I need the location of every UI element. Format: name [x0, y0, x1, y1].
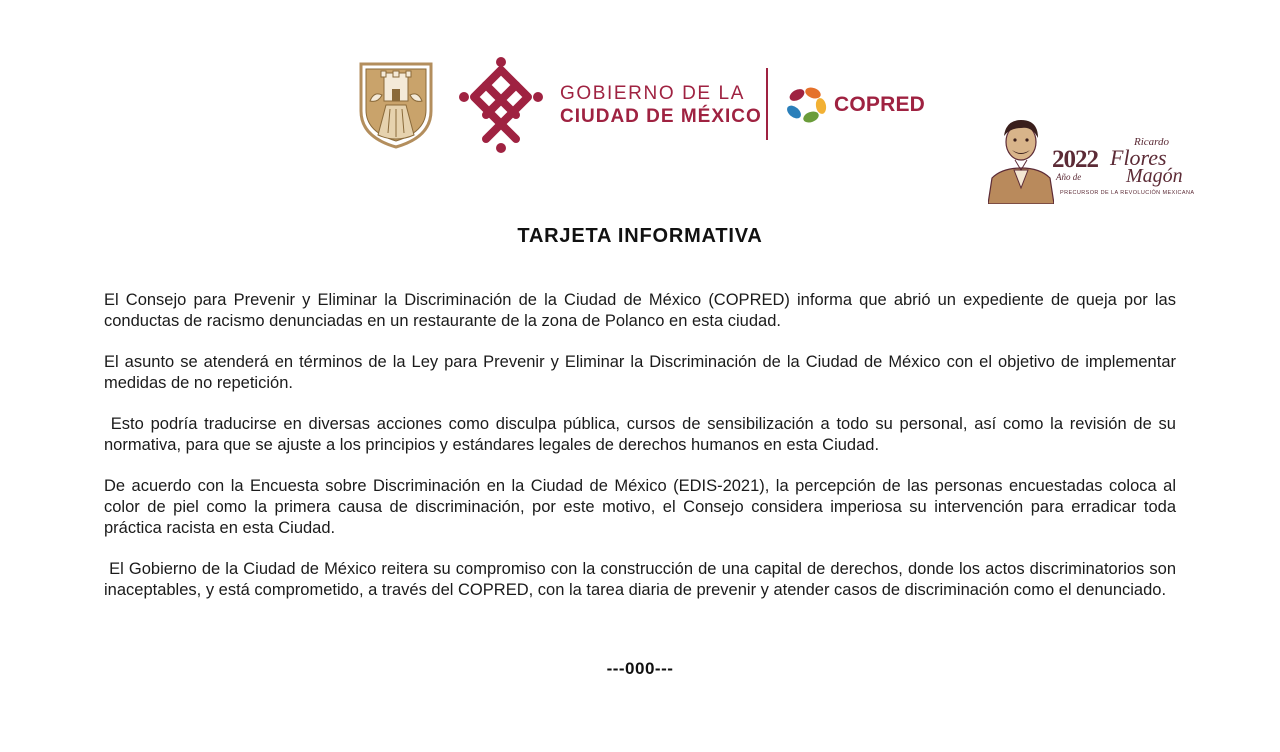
paragraph: De acuerdo con la Encuesta sobre Discriminación en la Ciudad de México (EDIS-2021), la percepción de las personas encuestadas coloca al color de piel como la primera causa de discriminación, por este motivo, el Consejo considera imperiosa su intervención para erradicar toda práctica racista en esta Ciudad.: [104, 477, 1176, 537]
letterhead: [0, 0, 1280, 210]
year-name-first: Ricardo: [1134, 136, 1170, 148]
year-number: 2022: [1052, 146, 1098, 173]
logo-divider: [766, 68, 768, 140]
closing-mark: ---000---: [606, 659, 674, 678]
paragraph: Esto podría traducirse en diversas acciones como disculpa pública, cursos de sensibilización a todo su personal, así como la revisión de su normativa, para que se ajuste a los principios y estándares legales de derechos humanos en esta Ciudad.: [104, 415, 1181, 454]
government-wordmark: [560, 82, 762, 128]
copred-wordmark: COPRED: [834, 93, 926, 116]
paragraph: El Gobierno de la Ciudad de México reitera su compromiso con la construcción de una capital de derechos, donde los actos discriminatorios son inaceptables, y está comprometido, a través del COPRED, con la tarea diaria de prevenir y atender casos de discriminación como el denunciado.: [104, 560, 1181, 599]
gov-line-1: GOBIERNO DE LA: [560, 83, 745, 104]
ricardo-flores-magon-portrait-icon: [988, 116, 1054, 204]
year-badge: [1052, 136, 1195, 202]
cdmx-coat-of-arms-icon: [358, 61, 434, 149]
copred-logo-icon: [784, 84, 830, 124]
year-ano-de: Año de: [1056, 172, 1082, 182]
paragraph: El asunto se atenderá en términos de la Ley para Prevenir y Eliminar la Discriminación de la Ciudad de México con el objetivo de implementar medidas de no repetición.: [104, 353, 1176, 392]
year-name-second: Flores: [1110, 145, 1167, 170]
document-body: [104, 290, 1181, 621]
gov-line-2: CIUDAD DE MÉXICO: [560, 106, 762, 127]
cdmx-logo-icon: [456, 56, 546, 154]
year-name-third: Magón: [1126, 165, 1183, 187]
document-title: TARJETA INFORMATIVA: [517, 225, 763, 247]
year-subtitle: PRECURSOR DE LA REVOLUCIÓN MEXICANA: [1060, 190, 1195, 196]
paragraph: El Consejo para Prevenir y Eliminar la Discriminación de la Ciudad de México (COPRED) informa que abrió un expediente de queja por las conductas de racismo denunciadas en un restaurante de la zona de Polanco en esta ciudad.: [104, 291, 1176, 330]
